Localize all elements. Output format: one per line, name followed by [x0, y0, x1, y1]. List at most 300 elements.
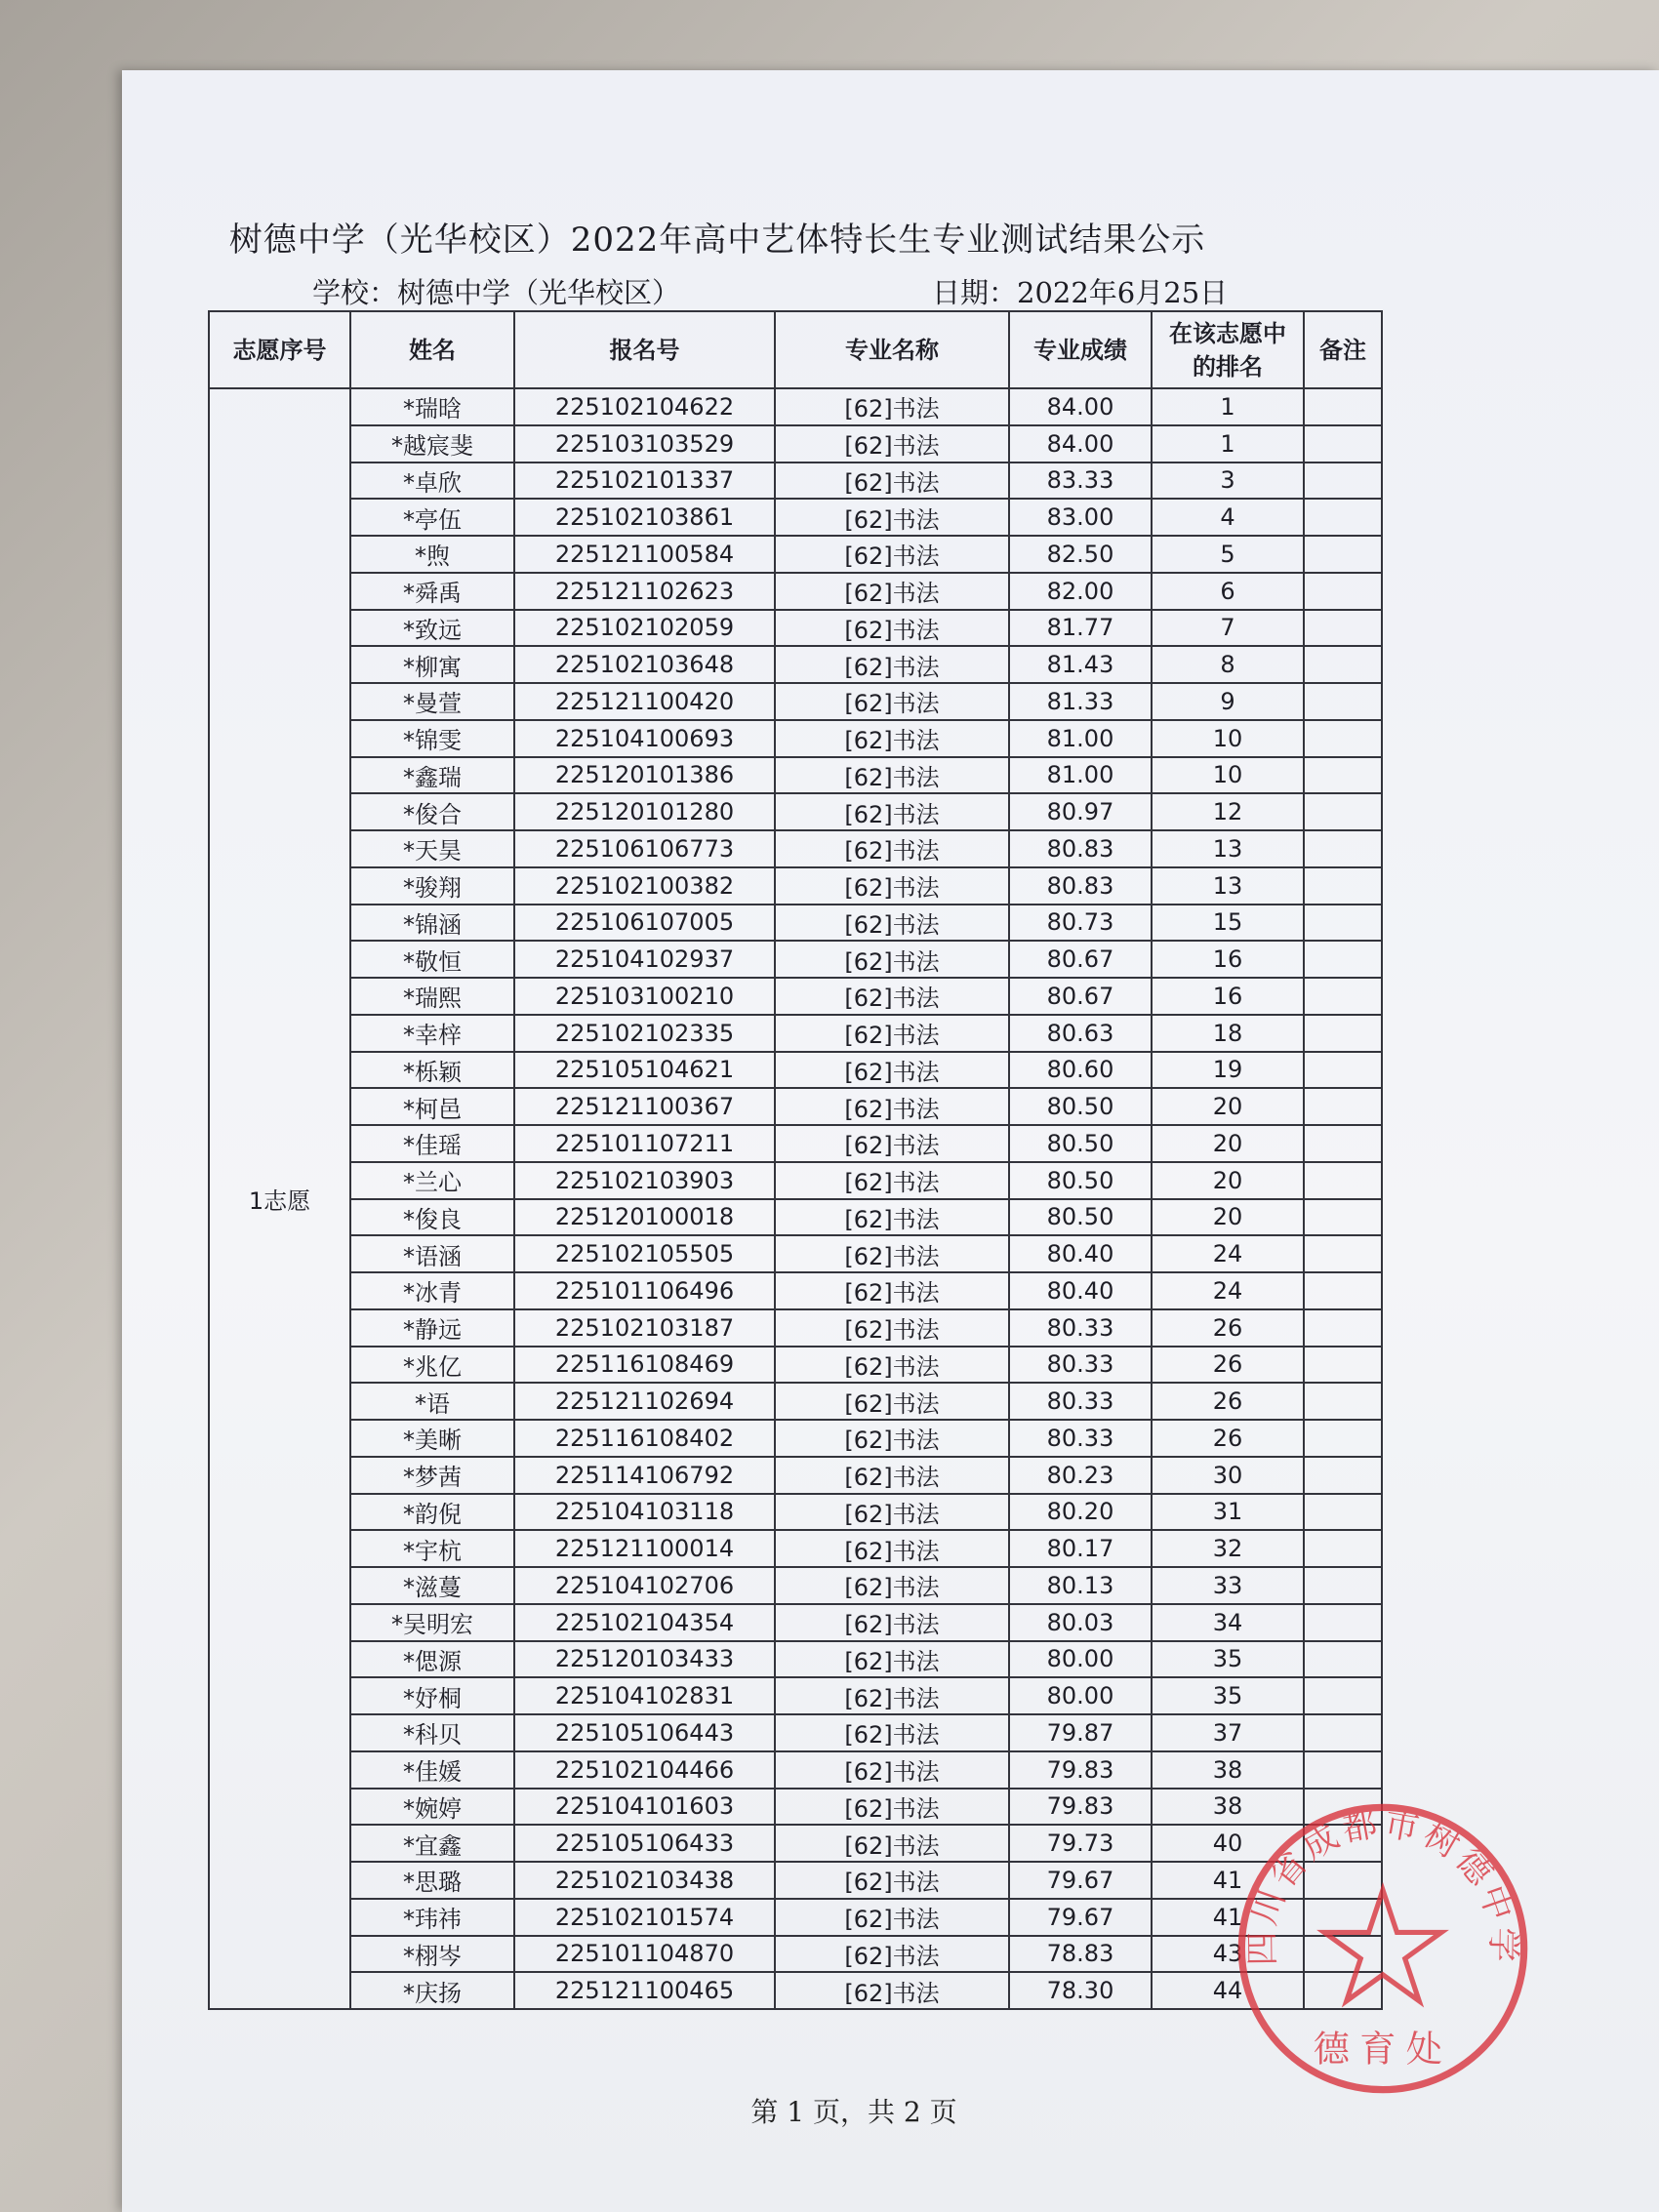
table-row [209, 793, 1382, 830]
cell-rank: 20 [1152, 1088, 1304, 1125]
table-row [209, 1420, 1382, 1457]
cell-score: 80.83 [1009, 830, 1152, 867]
cell-name: *滋蔓 [350, 1567, 514, 1604]
cell-reg: 225103103529 [514, 425, 775, 463]
cell-major: [62]书法 [775, 1789, 1009, 1826]
cell-reg: 225116108469 [514, 1347, 775, 1384]
cell-reg: 225104102831 [514, 1677, 775, 1714]
cell-note [1304, 1199, 1382, 1236]
cell-note [1304, 499, 1382, 536]
cell-name: *佳瑶 [350, 1125, 514, 1162]
cell-score: 80.83 [1009, 867, 1152, 905]
cell-major: [62]书法 [775, 1088, 1009, 1125]
date-line: 日期：2022年6月25日 [932, 276, 1229, 309]
cell-reg: 225114106792 [514, 1457, 775, 1494]
cell-rank: 24 [1152, 1235, 1304, 1272]
cell-major: [62]书法 [775, 1604, 1009, 1641]
cell-name: *卓欣 [350, 463, 514, 500]
cell-major: [62]书法 [775, 720, 1009, 757]
table-row [209, 1567, 1382, 1604]
cell-rank: 33 [1152, 1567, 1304, 1604]
cell-name: *梦茜 [350, 1457, 514, 1494]
cell-reg: 225104102706 [514, 1567, 775, 1604]
table-row [209, 941, 1382, 978]
page-footer: 第 1 页，共 2 页 [750, 2096, 957, 2128]
cell-reg: 225116108402 [514, 1420, 775, 1457]
cell-note [1304, 1494, 1382, 1531]
cell-rank: 19 [1152, 1052, 1304, 1089]
cell-name: *语涵 [350, 1235, 514, 1272]
header-rank-line2: 的排名 [1193, 352, 1263, 381]
table-row [209, 388, 1382, 425]
table-row [209, 1677, 1382, 1714]
cell-major: [62]书法 [775, 1235, 1009, 1272]
header-reg: 报名号 [514, 311, 775, 388]
cell-name: *庆扬 [350, 1972, 514, 2009]
table-row [209, 1751, 1382, 1789]
table-row [209, 1309, 1382, 1347]
cell-reg: 225121102694 [514, 1383, 775, 1420]
table-row [209, 1052, 1382, 1089]
cell-rank: 24 [1152, 1272, 1304, 1309]
cell-reg: 225102104466 [514, 1751, 775, 1789]
cell-name: *锦雯 [350, 720, 514, 757]
cell-rank: 7 [1152, 610, 1304, 647]
cell-note [1304, 1347, 1382, 1384]
cell-score: 80.67 [1009, 941, 1152, 978]
cell-score: 78.30 [1009, 1972, 1152, 2009]
cell-name: *佳媛 [350, 1751, 514, 1789]
cell-rank: 38 [1152, 1789, 1304, 1826]
cell-major: [62]书法 [775, 1899, 1009, 1936]
cell-major: [62]书法 [775, 463, 1009, 500]
cell-major: [62]书法 [775, 757, 1009, 794]
cell-rank: 10 [1152, 757, 1304, 794]
cell-rank: 44 [1152, 1972, 1304, 2009]
cell-score: 84.00 [1009, 388, 1152, 425]
table-row [209, 1789, 1382, 1826]
cell-rank: 37 [1152, 1714, 1304, 1751]
cell-name: *柯邑 [350, 1088, 514, 1125]
table-row [209, 1862, 1382, 1899]
cell-name: *骏翔 [350, 867, 514, 905]
table-row [209, 573, 1382, 610]
cell-rank: 31 [1152, 1494, 1304, 1531]
cell-reg: 225106106773 [514, 830, 775, 867]
cell-score: 81.00 [1009, 757, 1152, 794]
cell-major: [62]书法 [775, 1347, 1009, 1384]
cell-note [1304, 463, 1382, 500]
cell-reg: 225120101280 [514, 793, 775, 830]
cell-name: *俊良 [350, 1199, 514, 1236]
table-row [209, 1972, 1382, 2009]
cell-reg: 225104101603 [514, 1789, 775, 1826]
cell-note [1304, 536, 1382, 573]
cell-score: 79.83 [1009, 1751, 1152, 1789]
cell-reg: 225120103433 [514, 1641, 775, 1678]
cell-major: [62]书法 [775, 1199, 1009, 1236]
table-row [209, 499, 1382, 536]
cell-score: 82.50 [1009, 536, 1152, 573]
official-seal [1232, 1797, 1534, 2100]
cell-score: 80.23 [1009, 1457, 1152, 1494]
cell-note [1304, 1420, 1382, 1457]
table-row [209, 1494, 1382, 1531]
cell-name: *冰青 [350, 1272, 514, 1309]
cell-major: [62]书法 [775, 1420, 1009, 1457]
table-row [209, 978, 1382, 1015]
cell-major: [62]书法 [775, 905, 1009, 942]
cell-score: 79.67 [1009, 1862, 1152, 1899]
cell-rank: 1 [1152, 425, 1304, 463]
cell-major: [62]书法 [775, 1677, 1009, 1714]
cell-rank: 12 [1152, 793, 1304, 830]
cell-name: *吴明宏 [350, 1604, 514, 1641]
table-row [209, 536, 1382, 573]
cell-score: 80.50 [1009, 1088, 1152, 1125]
cell-note [1304, 905, 1382, 942]
table-row [209, 1936, 1382, 1973]
table-row [209, 1272, 1382, 1309]
cell-major: [62]书法 [775, 793, 1009, 830]
cell-score: 80.00 [1009, 1677, 1152, 1714]
cell-reg: 225103100210 [514, 978, 775, 1015]
table-row [209, 1199, 1382, 1236]
cell-major: [62]书法 [775, 646, 1009, 683]
cell-score: 78.83 [1009, 1936, 1152, 1973]
cell-rank: 20 [1152, 1199, 1304, 1236]
seal-subtext: 德育处 [1313, 2027, 1453, 2071]
cell-name: *亭伍 [350, 499, 514, 536]
table-row [209, 1604, 1382, 1641]
header-seq: 志愿序号 [209, 311, 350, 388]
cell-major: [62]书法 [775, 1862, 1009, 1899]
cell-major: [62]书法 [775, 1751, 1009, 1789]
cell-major: [62]书法 [775, 1125, 1009, 1162]
cell-note [1304, 683, 1382, 720]
cell-note [1304, 720, 1382, 757]
cell-name: *妤桐 [350, 1677, 514, 1714]
table-row [209, 1162, 1382, 1199]
table-row [209, 1899, 1382, 1936]
document-title: 树德中学（光华校区）2022年高中艺体特长生专业测试结果公示 [228, 221, 1206, 260]
cell-note [1304, 867, 1382, 905]
cell-score: 80.03 [1009, 1604, 1152, 1641]
cell-score: 83.33 [1009, 463, 1152, 500]
cell-major: [62]书法 [775, 683, 1009, 720]
cell-major: [62]书法 [775, 1530, 1009, 1567]
table-row [209, 1641, 1382, 1678]
cell-rank: 10 [1152, 720, 1304, 757]
cell-note [1304, 646, 1382, 683]
results-table [208, 310, 1383, 2010]
cell-note [1304, 573, 1382, 610]
header-note: 备注 [1304, 311, 1382, 388]
cell-reg: 225102104354 [514, 1604, 775, 1641]
cell-score: 83.00 [1009, 499, 1152, 536]
cell-score: 79.67 [1009, 1899, 1152, 1936]
cell-rank: 5 [1152, 536, 1304, 573]
cell-major: [62]书法 [775, 1972, 1009, 2009]
cell-name: *兆亿 [350, 1347, 514, 1384]
school-line: 学校：树德中学（光华校区） [312, 276, 681, 309]
header-name: 姓名 [350, 311, 514, 388]
cell-score: 80.33 [1009, 1309, 1152, 1347]
cell-name: *语 [350, 1383, 514, 1420]
cell-name: *幸梓 [350, 1015, 514, 1052]
cell-name: *婉婷 [350, 1789, 514, 1826]
table-row [209, 425, 1382, 463]
cell-name: *栩岑 [350, 1936, 514, 1973]
cell-reg: 225121100465 [514, 1972, 775, 2009]
cell-note [1304, 793, 1382, 830]
cell-major: [62]书法 [775, 1567, 1009, 1604]
cell-major: [62]书法 [775, 499, 1009, 536]
cell-rank: 41 [1152, 1899, 1304, 1936]
table-row [209, 1235, 1382, 1272]
cell-rank: 16 [1152, 978, 1304, 1015]
cell-rank: 35 [1152, 1677, 1304, 1714]
table-row [209, 905, 1382, 942]
cell-score: 79.83 [1009, 1789, 1152, 1826]
cell-reg: 225104103118 [514, 1494, 775, 1531]
cell-name: *煦 [350, 536, 514, 573]
cell-major: [62]书法 [775, 830, 1009, 867]
header-major: 专业名称 [775, 311, 1009, 388]
cell-name: *致远 [350, 610, 514, 647]
cell-note [1304, 830, 1382, 867]
cell-reg: 225121100420 [514, 683, 775, 720]
cell-note [1304, 1309, 1382, 1347]
cell-note [1304, 610, 1382, 647]
cell-reg: 225102105505 [514, 1235, 775, 1272]
cell-note [1304, 1604, 1382, 1641]
cell-rank: 20 [1152, 1162, 1304, 1199]
table-row [209, 1125, 1382, 1162]
table-row [209, 1714, 1382, 1751]
cell-reg: 225102103648 [514, 646, 775, 683]
cell-reg: 225101107211 [514, 1125, 775, 1162]
cell-score: 80.40 [1009, 1272, 1152, 1309]
header-score: 专业成绩 [1009, 311, 1152, 388]
cell-name: *柳寓 [350, 646, 514, 683]
cell-reg: 225106107005 [514, 905, 775, 942]
cell-rank: 38 [1152, 1751, 1304, 1789]
cell-note [1304, 757, 1382, 794]
seal-text: 四川省成都市树德中学 [1242, 1803, 1523, 1966]
table-row [209, 646, 1382, 683]
cell-reg: 225102103438 [514, 1862, 775, 1899]
cell-reg: 225105104621 [514, 1052, 775, 1089]
cell-score: 80.33 [1009, 1420, 1152, 1457]
cell-rank: 13 [1152, 830, 1304, 867]
cell-reg: 225101104870 [514, 1936, 775, 1973]
table-row [209, 1383, 1382, 1420]
cell-score: 81.43 [1009, 646, 1152, 683]
cell-score: 80.20 [1009, 1494, 1152, 1531]
cell-rank: 6 [1152, 573, 1304, 610]
cell-reg: 225120100018 [514, 1199, 775, 1236]
cell-name: *偲源 [350, 1641, 514, 1678]
table-row [209, 830, 1382, 867]
cell-reg: 225121102623 [514, 573, 775, 610]
cell-note [1304, 941, 1382, 978]
cell-reg: 225121100584 [514, 536, 775, 573]
cell-reg: 225104100693 [514, 720, 775, 757]
cell-reg: 225121100367 [514, 1088, 775, 1125]
cell-major: [62]书法 [775, 610, 1009, 647]
cell-name: *宜鑫 [350, 1825, 514, 1862]
cell-major: [62]书法 [775, 573, 1009, 610]
cell-reg: 225102103861 [514, 499, 775, 536]
cell-rank: 16 [1152, 941, 1304, 978]
cell-major: [62]书法 [775, 425, 1009, 463]
cell-note [1304, 1530, 1382, 1567]
cell-note [1304, 1457, 1382, 1494]
cell-score: 82.00 [1009, 573, 1152, 610]
cell-rank: 40 [1152, 1825, 1304, 1862]
cell-major: [62]书法 [775, 1162, 1009, 1199]
header-rank [1152, 311, 1304, 388]
seal-star-icon [1324, 1890, 1441, 2001]
cell-rank: 34 [1152, 1604, 1304, 1641]
cell-reg: 225121100014 [514, 1530, 775, 1567]
cell-name: *越宸斐 [350, 425, 514, 463]
cell-name: *曼萱 [350, 683, 514, 720]
cell-score: 80.63 [1009, 1015, 1152, 1052]
table-row [209, 1825, 1382, 1862]
cell-rank: 1 [1152, 388, 1304, 425]
cell-score: 79.73 [1009, 1825, 1152, 1862]
cell-seq-group: 1志愿 [209, 388, 350, 2009]
cell-score: 81.33 [1009, 683, 1152, 720]
cell-score: 79.87 [1009, 1714, 1152, 1751]
cell-score: 80.97 [1009, 793, 1152, 830]
cell-major: [62]书法 [775, 1714, 1009, 1751]
cell-major: [62]书法 [775, 1641, 1009, 1678]
cell-name: *静远 [350, 1309, 514, 1347]
cell-rank: 30 [1152, 1457, 1304, 1494]
cell-name: *兰心 [350, 1162, 514, 1199]
cell-major: [62]书法 [775, 867, 1009, 905]
cell-score: 80.17 [1009, 1530, 1152, 1567]
cell-name: *天昊 [350, 830, 514, 867]
cell-note [1304, 1052, 1382, 1089]
cell-rank: 26 [1152, 1383, 1304, 1420]
table-row [209, 463, 1382, 500]
cell-name: *思璐 [350, 1862, 514, 1899]
cell-reg: 225102101574 [514, 1899, 775, 1936]
cell-name: *玮祎 [350, 1899, 514, 1936]
cell-name: *宇杭 [350, 1530, 514, 1567]
cell-note [1304, 1641, 1382, 1678]
cell-note [1304, 1567, 1382, 1604]
cell-score: 80.50 [1009, 1199, 1152, 1236]
cell-major: [62]书法 [775, 1494, 1009, 1531]
cell-name: *舜禹 [350, 573, 514, 610]
cell-reg: 225101106496 [514, 1272, 775, 1309]
cell-name: *栎颖 [350, 1052, 514, 1089]
cell-rank: 32 [1152, 1530, 1304, 1567]
cell-major: [62]书法 [775, 1825, 1009, 1862]
table-row [209, 867, 1382, 905]
cell-rank: 26 [1152, 1347, 1304, 1384]
cell-score: 80.33 [1009, 1383, 1152, 1420]
table-row [209, 1088, 1382, 1125]
cell-rank: 9 [1152, 683, 1304, 720]
cell-score: 80.50 [1009, 1162, 1152, 1199]
cell-reg: 225102102335 [514, 1015, 775, 1052]
cell-note [1304, 1383, 1382, 1420]
cell-name: *锦涵 [350, 905, 514, 942]
table-row [209, 610, 1382, 647]
cell-major: [62]书法 [775, 388, 1009, 425]
cell-major: [62]书法 [775, 978, 1009, 1015]
cell-name: *敬恒 [350, 941, 514, 978]
cell-score: 80.40 [1009, 1235, 1152, 1272]
cell-reg: 225102103903 [514, 1162, 775, 1199]
table-row [209, 1457, 1382, 1494]
cell-rank: 18 [1152, 1015, 1304, 1052]
cell-major: [62]书法 [775, 941, 1009, 978]
cell-note [1304, 1751, 1382, 1789]
cell-reg: 225102104622 [514, 388, 775, 425]
cell-note [1304, 1015, 1382, 1052]
cell-score: 80.00 [1009, 1641, 1152, 1678]
cell-rank: 35 [1152, 1641, 1304, 1678]
cell-name: *瑞熙 [350, 978, 514, 1015]
cell-reg: 225104102937 [514, 941, 775, 978]
cell-note [1304, 978, 1382, 1015]
table-row [209, 1530, 1382, 1567]
cell-rank: 15 [1152, 905, 1304, 942]
cell-major: [62]书法 [775, 1052, 1009, 1089]
cell-score: 80.13 [1009, 1567, 1152, 1604]
cell-name: *科贝 [350, 1714, 514, 1751]
cell-rank: 13 [1152, 867, 1304, 905]
cell-reg: 225105106433 [514, 1825, 775, 1862]
cell-reg: 225120101386 [514, 757, 775, 794]
cell-score: 80.60 [1009, 1052, 1152, 1089]
cell-score: 81.00 [1009, 720, 1152, 757]
cell-major: [62]书法 [775, 1309, 1009, 1347]
cell-note [1304, 1235, 1382, 1272]
cell-note [1304, 1125, 1382, 1162]
cell-note [1304, 425, 1382, 463]
cell-note [1304, 1162, 1382, 1199]
cell-name: *鑫瑞 [350, 757, 514, 794]
cell-major: [62]书法 [775, 536, 1009, 573]
cell-note [1304, 1272, 1382, 1309]
cell-name: *韵倪 [350, 1494, 514, 1531]
cell-major: [62]书法 [775, 1936, 1009, 1973]
table-header-row [209, 311, 1382, 388]
cell-score: 84.00 [1009, 425, 1152, 463]
cell-reg: 225102103187 [514, 1309, 775, 1347]
cell-name: *美晰 [350, 1420, 514, 1457]
table-row [209, 757, 1382, 794]
cell-rank: 26 [1152, 1420, 1304, 1457]
cell-rank: 4 [1152, 499, 1304, 536]
table-row [209, 1015, 1382, 1052]
table-row [209, 720, 1382, 757]
cell-rank: 43 [1152, 1936, 1304, 1973]
cell-reg: 225105106443 [514, 1714, 775, 1751]
cell-note [1304, 1677, 1382, 1714]
table-row [209, 1347, 1382, 1384]
cell-rank: 8 [1152, 646, 1304, 683]
cell-reg: 225102101337 [514, 463, 775, 500]
